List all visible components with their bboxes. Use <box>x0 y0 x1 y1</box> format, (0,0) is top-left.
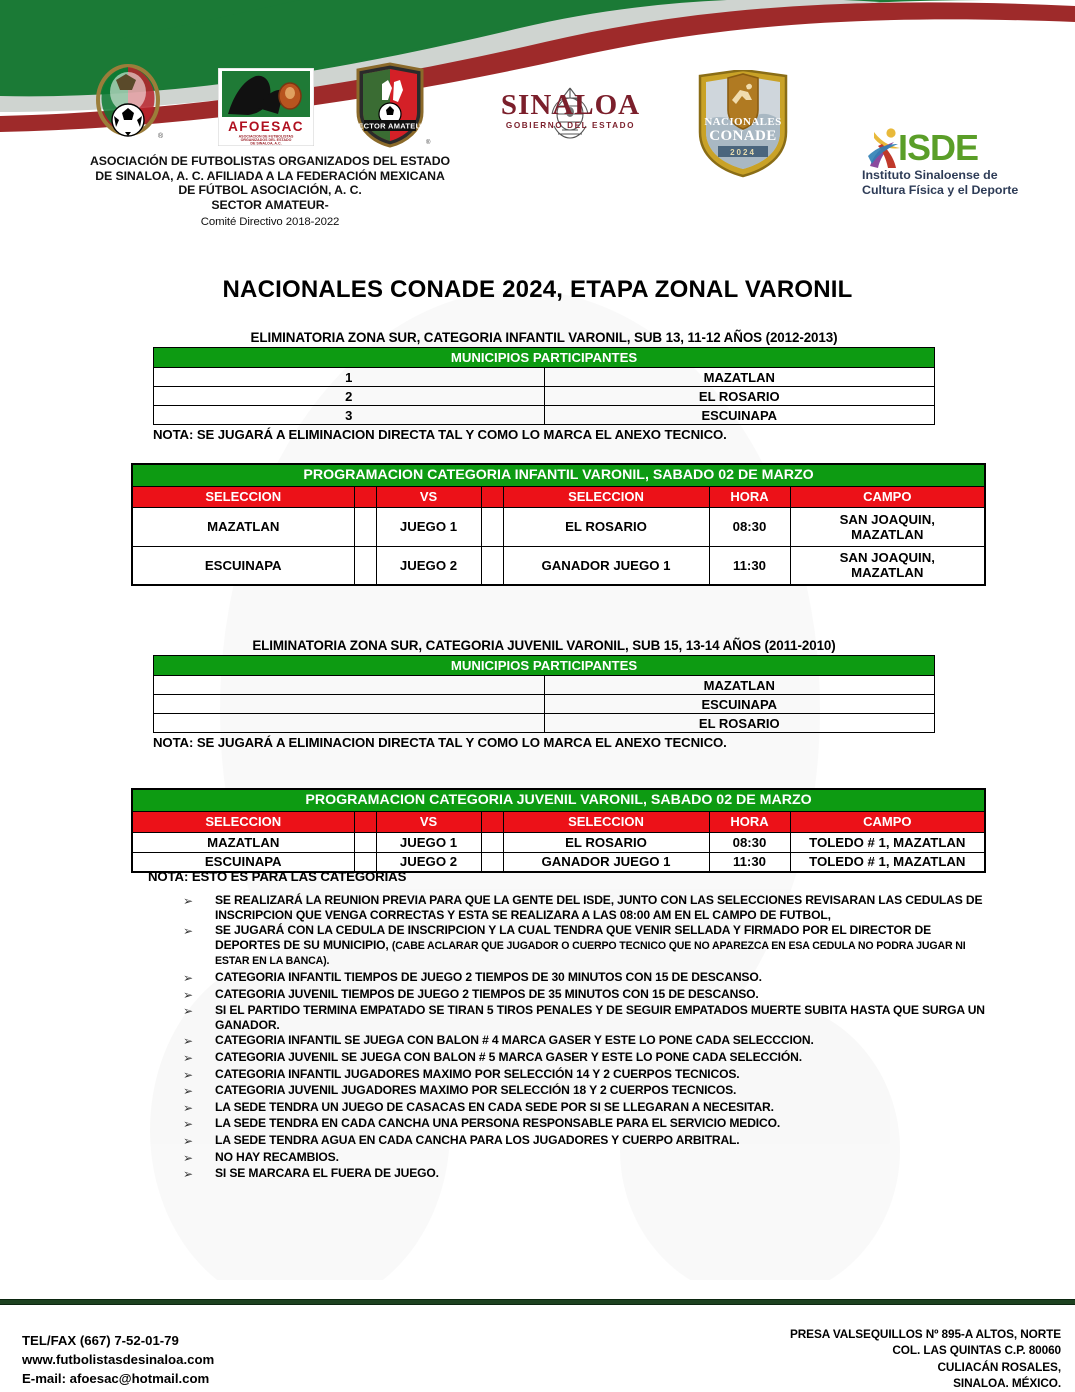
afoesac-name-line-4: SECTOR AMATEUR- <box>211 197 329 212</box>
isde-wordmark <box>862 127 1037 197</box>
column-header-seleccion-local: SELECCION <box>132 486 354 507</box>
match-vs: JUEGO 1 <box>376 507 481 546</box>
match-vs: JUEGO 2 <box>376 852 481 872</box>
svg-text:®: ® <box>158 133 164 140</box>
arrow-bullet-icon: ➢ <box>183 1067 194 1082</box>
svg-text:DE SINALOA, A.C.: DE SINALOA, A.C. <box>250 141 282 146</box>
list-item-text: CATEGORIA INFANTIL SE JUEGA CON BALON # 4 MARCA GASER Y ESTE LO PONE CADA SELECCCION. <box>215 1033 814 1048</box>
match-hora: 11:30 <box>709 546 790 585</box>
match-vs: JUEGO 2 <box>376 546 481 585</box>
afoesac-name-line-1: ASOCIACIÓN DE FUTBOLISTAS ORGANIZADOS DEL ESTADO <box>89 154 451 168</box>
footer-website[interactable]: www.futbolistasdesinaloa.com <box>22 1352 215 1367</box>
footer-divider-rule <box>0 1299 1075 1305</box>
match-campo: TOLEDO # 1, MAZATLAN <box>790 852 985 872</box>
match-spacer-1 <box>354 507 376 546</box>
municipio-name: MAZATLAN <box>544 368 935 387</box>
table-header-row <box>132 486 985 507</box>
list-item-text: CATEGORIA JUVENIL TIEMPOS DE JUEGO 2 TIEMPOS DE 35 MINUTOS CON 15 DE DESCANSO. <box>215 986 759 1001</box>
municipio-name: ESCUINAPA <box>544 406 935 425</box>
table-row <box>154 695 935 714</box>
match-campo: TOLEDO # 1, MAZATLAN <box>790 832 985 852</box>
list-item <box>183 1116 993 1132</box>
section-infantil <box>153 330 935 442</box>
list-item-text: SI EL PARTIDO TERMINA EMPATADO SE TIRAN 5 TIROS PENALES Y DE SEGUIR EMPATADOS MUERTE SUBITA HASTA QUE SURGA UN GANADOR. <box>215 1003 985 1032</box>
list-item <box>183 1150 993 1166</box>
arrow-bullet-icon: ➢ <box>183 1004 194 1019</box>
table-row <box>132 789 985 811</box>
list-item <box>183 987 993 1003</box>
municipio-name: EL ROSARIO <box>544 387 935 406</box>
municipio-number <box>154 695 545 714</box>
municipio-number: 3 <box>154 406 545 425</box>
sinaloa-word: SINALOA <box>500 89 641 121</box>
column-header-seleccion-visita: SELECCION <box>503 811 709 832</box>
arrow-bullet-icon: ➢ <box>183 1117 194 1132</box>
table-row <box>132 464 985 486</box>
arrow-bullet-icon: ➢ <box>183 1167 194 1182</box>
match-campo-line-2: MAZATLAN <box>851 526 924 542</box>
table-row <box>154 387 935 406</box>
notas-categorias-heading: NOTA: ESTO ES PARA LAS CATEGORIAS <box>148 869 407 884</box>
column-header-spacer-1 <box>354 811 376 832</box>
eliminatoria-title-infantil: ELIMINATORIA ZONA SUR, CATEGORIA INFANTIL VARONIL, SUB 13, 11-12 AÑOS (2012-2013) <box>250 330 838 345</box>
isde-word: ISDE <box>898 127 979 168</box>
list-item-text: NO HAY RECAMBIOS. <box>215 1149 339 1164</box>
footer-phone: TEL/FAX (667) 7-52-01-79 <box>22 1333 179 1348</box>
table-row <box>154 406 935 425</box>
programacion-title-juvenil: PROGRAMACION CATEGORIA JUVENIL VARONIL, SABADO 02 DE MARZO <box>132 789 985 811</box>
arrow-bullet-icon: ➢ <box>183 1100 194 1115</box>
afoesac-logo-icon <box>218 68 314 146</box>
list-item-text: CATEGORIA INFANTIL JUGADORES MAXIMO POR SELECCIÓN 14 Y 2 CUERPOS TECNICOS. <box>215 1066 740 1081</box>
arrow-bullet-icon: ➢ <box>183 1133 194 1148</box>
sector-amateur-shield-icon <box>348 62 432 148</box>
municipio-number <box>154 676 545 695</box>
table-header-row <box>132 811 985 832</box>
match-local: ESCUINAPA <box>132 852 354 872</box>
match-vs: JUEGO 1 <box>376 832 481 852</box>
sinaloa-wordmark <box>488 90 653 130</box>
match-visitante: EL ROSARIO <box>503 832 709 852</box>
municipio-name: MAZATLAN <box>544 676 935 695</box>
afoesac-subtitle: Comité Directivo 2018-2022 <box>200 216 340 229</box>
arrow-bullet-icon: ➢ <box>183 1050 194 1065</box>
svg-text:2024: 2024 <box>730 148 756 157</box>
afoesac-name-line-2: DE SINALOA, A. C. AFILIADA A LA FEDERACIÓN MEXICANA <box>95 168 445 183</box>
match-visitante: GANADOR JUEGO 1 <box>503 852 709 872</box>
list-item <box>183 1166 993 1182</box>
list-item <box>183 1033 993 1049</box>
column-header-vs: VS <box>376 486 481 507</box>
municipio-name: EL ROSARIO <box>544 714 935 733</box>
isde-subtitle-line-2: Cultura Física y el Deporte <box>862 182 1019 197</box>
list-item <box>183 1100 993 1116</box>
programacion-infantil <box>131 463 984 586</box>
match-spacer-2 <box>481 832 503 852</box>
column-header-spacer-1 <box>354 486 376 507</box>
list-item <box>183 1067 993 1083</box>
afoesac-association-name <box>60 154 480 230</box>
match-hora: 08:30 <box>709 832 790 852</box>
match-visitante: GANADOR JUEGO 1 <box>503 546 709 585</box>
column-header-seleccion-local: SELECCION <box>132 811 354 832</box>
nacionales-conade-2024-shield-icon <box>694 70 792 178</box>
table-row <box>132 832 985 852</box>
match-campo-line-1: SAN JOAQUIN, <box>839 511 935 527</box>
municipios-table-juvenil <box>153 655 935 733</box>
match-campo-line-2: MAZATLAN <box>851 565 924 581</box>
arrow-bullet-icon: ➢ <box>183 1084 194 1099</box>
sinaloa-subtitle: GOBIERNO DEL ESTADO <box>505 121 636 130</box>
match-local: MAZATLAN <box>132 832 354 852</box>
afoesac-name-line-3: DE FÚTBOL ASOCIACIÓN, A. C. <box>178 183 362 198</box>
list-item-text <box>215 923 993 969</box>
arrow-bullet-icon: ➢ <box>183 1150 194 1165</box>
match-spacer-2 <box>481 507 503 546</box>
svg-text:NACIONALES: NACIONALES <box>704 116 782 128</box>
column-header-hora: HORA <box>709 486 790 507</box>
footer-address-line-3: CULIACÁN ROSALES, <box>937 1359 1061 1374</box>
list-item <box>183 893 993 922</box>
footer-address-line-2: COL. LAS QUINTAS C.P. 80060 <box>892 1343 1061 1358</box>
match-campo <box>790 507 985 546</box>
arrow-bullet-icon: ➢ <box>183 970 194 985</box>
list-item-text: SI SE MARCARA EL FUERA DE JUEGO. <box>215 1166 439 1181</box>
match-spacer-2 <box>481 546 503 585</box>
list-item <box>183 1133 993 1149</box>
isde-subtitle-line-1: Instituto Sinaloense de <box>862 168 998 182</box>
list-item <box>183 923 993 969</box>
svg-text:CONADE: CONADE <box>709 128 777 144</box>
municipio-number <box>154 714 545 733</box>
list-item-text: CATEGORIA JUVENIL SE JUEGA CON BALON # 5 MARCA GASER Y ESTE LO PONE CADA SELECCIÓN. <box>215 1049 802 1064</box>
match-local: MAZATLAN <box>132 507 354 546</box>
municipio-number: 2 <box>154 387 545 406</box>
programacion-table-juvenil <box>131 788 986 873</box>
table-row <box>132 507 985 546</box>
column-header-seleccion-visita: SELECCION <box>503 486 709 507</box>
arrow-bullet-icon: ➢ <box>183 1034 194 1049</box>
table-row <box>154 656 935 676</box>
svg-text:AFOESAC: AFOESAC <box>228 119 304 134</box>
eliminatoria-title-juvenil: ELIMINATORIA ZONA SUR, CATEGORIA JUVENIL VARONIL, SUB 15, 13-14 AÑOS (2011-2010) <box>252 638 836 653</box>
column-header-campo: CAMPO <box>790 486 985 507</box>
column-header-spacer-2 <box>481 811 503 832</box>
arrow-bullet-icon: ➢ <box>183 924 194 939</box>
table-row <box>154 348 935 368</box>
column-header-vs: VS <box>376 811 481 832</box>
footer-address-line-1: PRESA VALSEQUILLOS Nº 895-A ALTOS, NORTE <box>789 1327 1061 1341</box>
svg-text:SECTOR AMATEUR: SECTOR AMATEUR <box>352 121 428 131</box>
match-campo-line-1: SAN JOAQUIN, <box>839 550 935 566</box>
column-header-campo: CAMPO <box>790 811 985 832</box>
municipio-name: ESCUINAPA <box>544 695 935 714</box>
list-item-text-parenthetical: (CABE ACLARAR QUE JUGADOR O CUERPO TECNICO QUE NO APAREZCA EN ESA CEDULA NO PODRA JUGAR NI ESTAR EN LA BANCA). <box>215 939 966 968</box>
list-item-text: LA SEDE TENDRA AGUA EN CADA CANCHA PARA LOS JUGADORES Y CUERPO ARBITRAL. <box>215 1132 740 1147</box>
column-header-hora: HORA <box>709 811 790 832</box>
table-row <box>132 546 985 585</box>
arrow-bullet-icon: ➢ <box>183 894 194 908</box>
match-hora: 08:30 <box>709 507 790 546</box>
match-hora: 11:30 <box>709 852 790 872</box>
municipios-table-infantil <box>153 347 935 425</box>
match-spacer-1 <box>354 832 376 852</box>
nota-juvenil: NOTA: SE JUGARÁ A ELIMINACION DIRECTA TAL Y COMO LO MARCA EL ANEXO TECNICO. <box>153 735 727 750</box>
section-juvenil <box>153 638 935 750</box>
match-visitante: EL ROSARIO <box>503 507 709 546</box>
svg-text:ORGANIZADOS DEL ESTADO: ORGANIZADOS DEL ESTADO <box>240 138 292 142</box>
list-item-text-main: SE JUGARÁ CON LA CEDULA DE INSCRIPCION Y LA CUAL TENDRA QUE VENIR SELLADA Y FIRMADO POR EL DIRECTOR DE DEPORTES DE SU MUNICIPIO, <box>215 923 931 952</box>
list-item <box>183 970 993 986</box>
footer-address-block <box>790 1326 1061 1392</box>
table-row <box>154 676 935 695</box>
match-campo <box>790 546 985 585</box>
municipios-header-juvenil: MUNICIPIOS PARTICIPANTES <box>154 656 935 676</box>
list-item-text: LA SEDE TENDRA UN JUEGO DE CASACAS EN CADA SEDE POR SI SE LLEGARAN A NECESITAR. <box>215 1099 774 1114</box>
nota-infantil: NOTA: SE JUGARÁ A ELIMINACION DIRECTA TAL Y COMO LO MARCA EL ANEXO TECNICO. <box>153 427 727 442</box>
list-item <box>183 1083 993 1099</box>
match-spacer-1 <box>354 546 376 585</box>
list-item-text: CATEGORIA INFANTIL TIEMPOS DE JUEGO 2 TIEMPOS DE 30 MINUTOS CON 15 DE DESCANSO. <box>215 969 762 984</box>
list-item-text: LA SEDE TENDRA EN CADA CANCHA UNA PERSONA RESPONSABLE PARA EL SERVICIO MEDICO. <box>215 1116 781 1131</box>
svg-text:®: ® <box>426 140 431 146</box>
column-header-spacer-2 <box>481 486 503 507</box>
programacion-table-infantil <box>131 463 986 586</box>
document-title: NACIONALES CONADE 2024, ETAPA ZONAL VARONIL <box>222 276 853 303</box>
footer-contact-block <box>22 1331 214 1388</box>
arrow-bullet-icon: ➢ <box>183 987 194 1002</box>
list-item <box>183 1003 993 1032</box>
municipios-header-infantil: MUNICIPIOS PARTICIPANTES <box>154 348 935 368</box>
header-logos <box>0 62 1075 242</box>
notas-bullet-list <box>183 893 993 1183</box>
match-local: ESCUINAPA <box>132 546 354 585</box>
programacion-title-infantil: PROGRAMACION CATEGORIA INFANTIL VARONIL, SABADO 02 DE MARZO <box>132 464 985 486</box>
mexican-football-federation-crest-icon <box>92 62 164 144</box>
match-spacer-2 <box>481 852 503 872</box>
programacion-juvenil <box>131 788 984 873</box>
table-row <box>154 714 935 733</box>
list-item-text: SE REALIZARÁ LA REUNION PREVIA PARA QUE LA GENTE DEL ISDE, JUNTO CON LAS SELECCIONES REVISARAN LAS CEDULAS DE INSCRIPCION QUE VENGA CORRECTAS Y ESTA SE REALIZARA A LAS 08:00 AM EN EL CAMPO DE FUTBOL, <box>215 893 983 922</box>
list-item <box>183 1050 993 1066</box>
footer-email[interactable]: E-mail: afoesac@hotmail.com <box>22 1371 210 1386</box>
list-item-text: CATEGORIA JUVENIL JUGADORES MAXIMO POR SELECCIÓN 18 Y 2 CUERPOS TECNICOS. <box>215 1083 737 1098</box>
footer-address-line-4: SINALOA. MÉXICO. <box>953 1376 1061 1391</box>
municipio-number: 1 <box>154 368 545 387</box>
table-row <box>154 368 935 387</box>
svg-text:ASOCIACION DE FUTBOLISTAS: ASOCIACION DE FUTBOLISTAS <box>238 134 294 139</box>
